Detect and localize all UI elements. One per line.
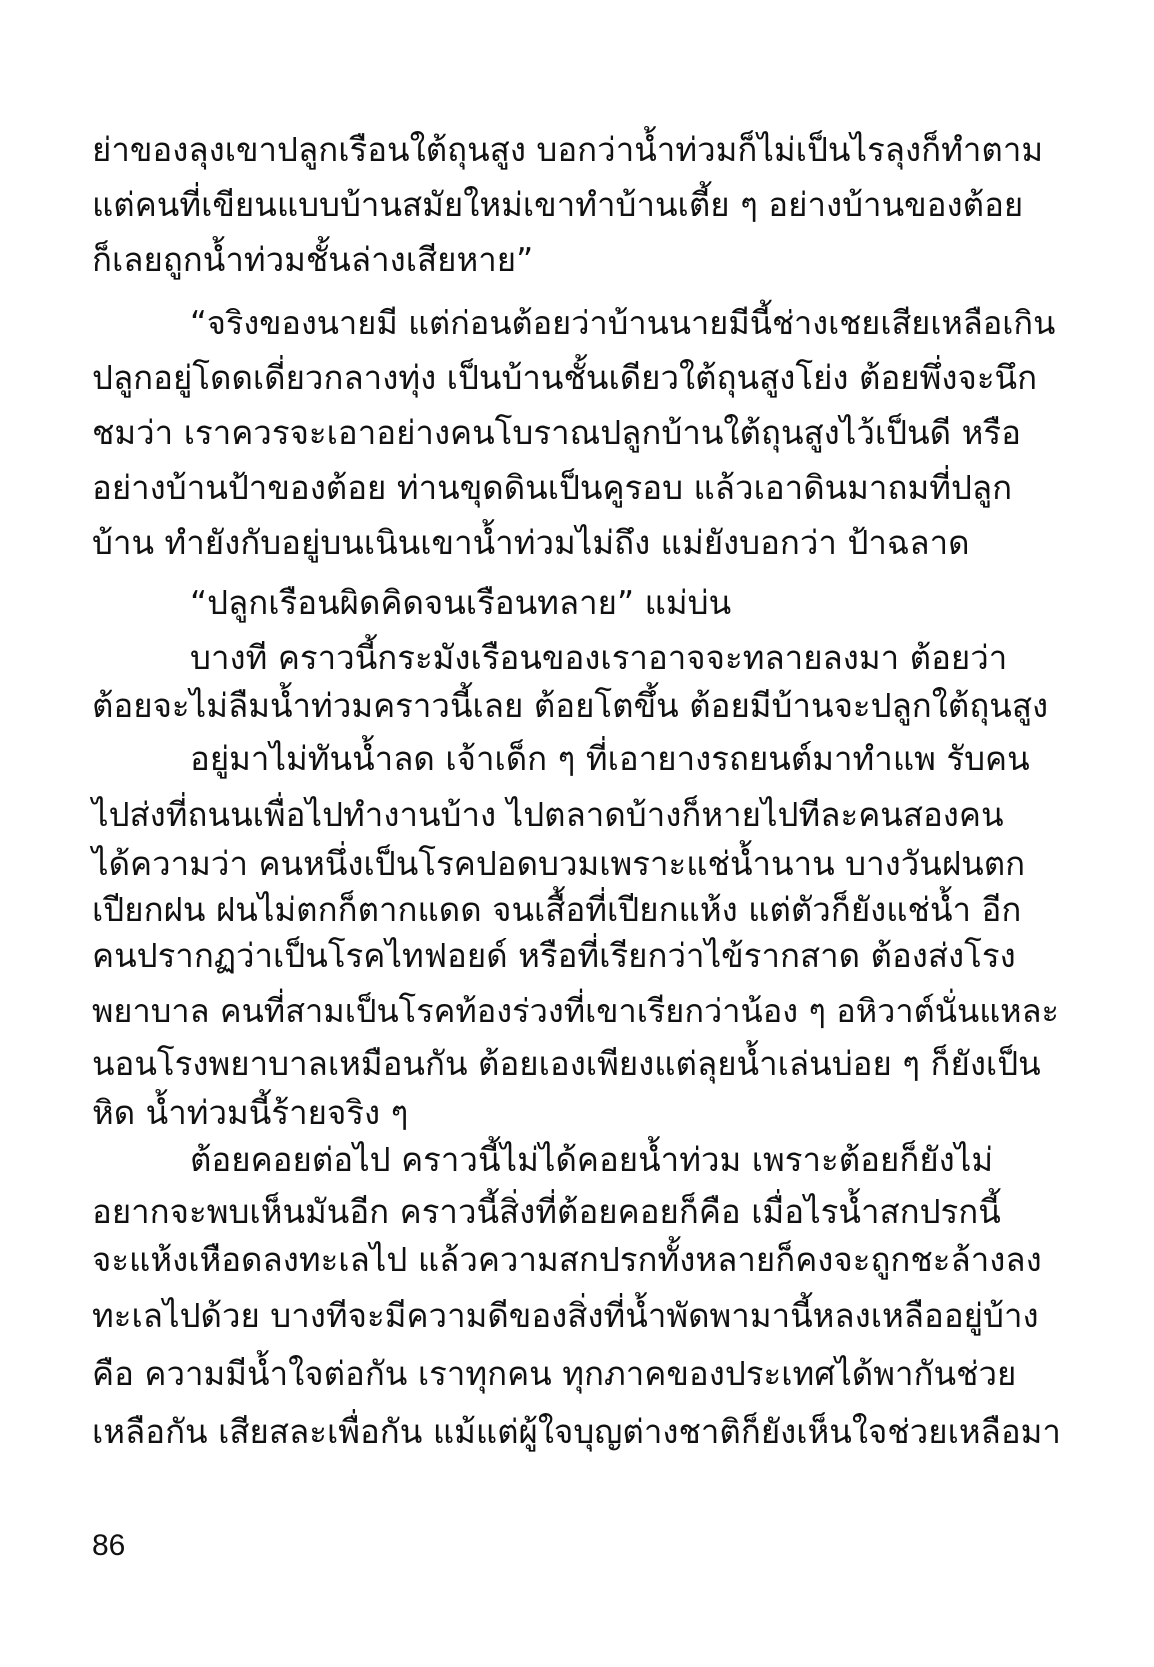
text-line-2: แต่คนที่เขียนแบบบ้านสมัยใหม่เขาทำบ้านเตี้ย ๆ อย่างบ้านของต้อย (92, 185, 1024, 224)
text-line-23: ทะเลไปด้วย บางทีจะมีความดีของสิ่งที่น้ำพัดพามานี้หลงเหลืออยู่บ้าง (92, 1296, 1039, 1335)
text-line-19: หิด น้ำท่วมนี้ร้ายจริง ๆ (92, 1093, 409, 1132)
text-line-25: เหลือกัน เสียสละเพื่อกัน แม้แต่ผู้ใจบุญต่างชาติก็ยังเห็นใจช่วยเหลือมา (92, 1412, 1061, 1451)
text-line-1: ย่าของลุงเขาปลูกเรือนใต้ถุนสูง บอกว่าน้ำท่วมก็ไม่เป็นไรลุงก็ทำตาม (92, 130, 1044, 169)
text-line-17: พยาบาล คนที่สามเป็นโรคท้องร่วงที่เขาเรียกว่าน้อง ๆ อหิวาต์นั่นแหละ (92, 992, 1059, 1030)
text-line-12: อยู่มาไม่ทันน้ำลด เจ้าเด็ก ๆ ที่เอายางรถยนต์มาทำแพ รับคน (190, 739, 1030, 778)
text-line-16: คนปรากฏว่าเป็นโรคไทฟอยด์ หรือที่เรียกว่าไข้รากสาด ต้องส่งโรง (92, 936, 1016, 975)
text-line-5: ปลูกอยู่โดดเดี่ยวกลางทุ่ง เป็นบ้านชั้นเดียวใต้ถุนสูงโย่ง ต้อยพึ่งจะนึก (92, 358, 1038, 397)
text-line-4: “จริงของนายมี แต่ก่อนต้อยว่าบ้านนายมีนี้ช่างเชยเสียเหลือเกิน (190, 304, 1056, 342)
text-line-22: จะแห้งเหือดลงทะเลไป แล้วความสกปรกทั้งหลายก็คงจะถูกชะล้างลง (92, 1240, 1042, 1279)
page-number: 86 (92, 1529, 126, 1562)
text-line-7: อย่างบ้านป้าของต้อย ท่านขุดดินเป็นคูรอบ แล้วเอาดินมาถมที่ปลูก (92, 468, 1013, 507)
text-line-3: ก็เลยถูกน้ำท่วมชั้นล่างเสียหาย” (92, 240, 534, 279)
text-line-8: บ้าน ทำยังกับอยู่บนเนินเขาน้ำท่วมไม่ถึง แม่ยังบอกว่า ป้าฉลาด (92, 523, 970, 562)
text-line-24: คือ ความมีน้ำใจต่อกัน เราทุกคน ทุกภาคของประเทศได้พากันช่วย (92, 1354, 1017, 1393)
text-line-6: ชมว่า เราควรจะเอาอย่างคนโบราณปลูกบ้านใต้ถุนสูงไว้เป็นดี หรือ (92, 413, 1021, 452)
text-line-13: ไปส่งที่ถนนเพื่อไปทำงานบ้าง ไปตลาดบ้างก็หายไปทีละคนสองคน (92, 795, 1004, 834)
text-line-18: นอนโรงพยาบาลเหมือนกัน ต้อยเองเพียงแต่ลุยน้ำเล่นบ่อย ๆ ก็ยังเป็น (92, 1044, 1041, 1083)
text-line-14: ได้ความว่า คนหนึ่งเป็นโรคปอดบวมเพราะแช่น้ำนาน บางวันฝนตก (92, 844, 1026, 883)
text-line-21: อยากจะพบเห็นมันอีก คราวนี้สิ่งที่ต้อยคอยก็คือ เมื่อไรน้ำสกปรกนี้ (92, 1192, 1001, 1231)
text-line-15: เปียกฝน ฝนไม่ตกก็ตากแดด จนเสื้อที่เปียกแห้ง แต่ตัวก็ยังแช่น้ำ อีก (92, 890, 1022, 929)
text-line-9: “ปลูกเรือนผิดคิดจนเรือนทลาย” แม่บ่น (190, 583, 732, 622)
text-line-10: บางที คราวนี้กระมังเรือนของเราอาจจะทลายลงมา ต้อยว่า (190, 638, 1008, 677)
text-line-11: ต้อยจะไม่ลืมน้ำท่วมคราวนี้เลย ต้อยโตขึ้น ต้อยมีบ้านจะปลูกใต้ถุนสูง (92, 686, 1049, 725)
text-line-20: ต้อยคอยต่อไป คราวนี้ไม่ได้คอยน้ำท่วม เพราะต้อยก็ยังไม่ (190, 1140, 994, 1179)
